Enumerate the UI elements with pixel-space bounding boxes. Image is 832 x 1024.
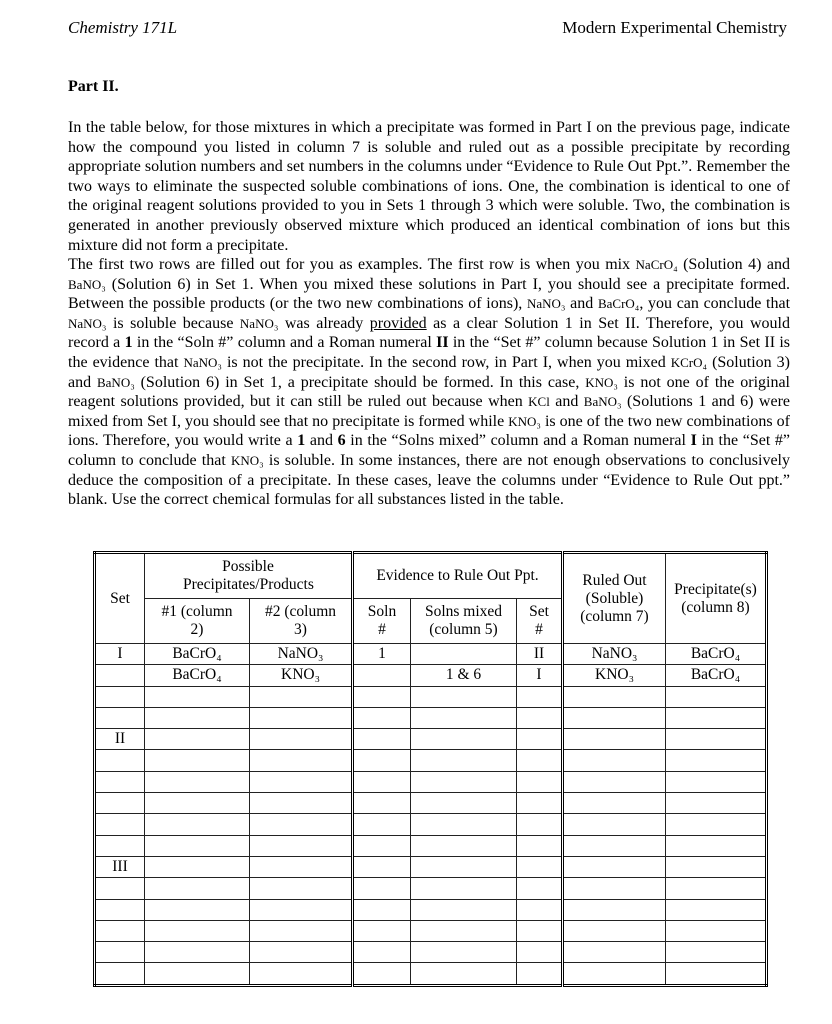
header-possible-products (145, 553, 353, 599)
cell-product-1[interactable] (145, 920, 250, 941)
chemical-formula: NaNO₃ (239, 315, 279, 331)
cell-set-number[interactable] (517, 707, 563, 728)
cell-ruled-out[interactable] (563, 729, 666, 750)
paragraph-text: is soluble because (106, 314, 240, 332)
cell-soln-number[interactable] (353, 750, 411, 771)
cell-set[interactable] (95, 920, 145, 941)
cell-product-2[interactable] (250, 835, 353, 856)
cell-solns-mixed[interactable] (411, 707, 517, 728)
paragraph-text: (Solution 4) and (677, 256, 790, 273)
cell-solns-mixed[interactable] (411, 942, 517, 963)
paragraph-text: 1 (124, 334, 133, 352)
cell-precipitate[interactable]: BaCrO₄ (666, 644, 767, 665)
cell-set-number[interactable] (517, 729, 563, 750)
paragraph-text: and (565, 295, 598, 313)
cell-product-2[interactable] (250, 771, 353, 792)
cell-product-1[interactable] (145, 942, 250, 963)
cell-ruled-out[interactable] (563, 686, 666, 707)
paragraph-text: was already (278, 314, 370, 332)
cell-precipitate[interactable] (666, 750, 767, 771)
cell-set-number[interactable] (517, 835, 563, 856)
table-row (95, 665, 767, 686)
chemical-formula: NaNO₃ (527, 296, 566, 312)
cell-ruled-out[interactable] (563, 750, 666, 771)
table-row (95, 942, 767, 963)
cell-soln-number[interactable] (353, 793, 411, 814)
cell-soln-number[interactable] (353, 707, 411, 728)
header-ruled-out (563, 553, 666, 644)
cell-solns-mixed[interactable] (411, 750, 517, 771)
paragraph-text: is soluble. In some instances, there are not enough observations to conclusively deduce the composition of a precipitate. In these cases, leave the columns under “Evidence to Rule Out ppt.” blank. Use the correct chemical formulas for all substances listed in the table. (68, 451, 790, 509)
cell-ruled-out[interactable] (563, 771, 666, 792)
header-product-2-label: #2 (column 3) (264, 603, 337, 638)
cell-ruled-out[interactable] (563, 707, 666, 728)
cell-product-1[interactable] (145, 686, 250, 707)
cell-set[interactable] (95, 771, 145, 792)
cell-solns-mixed[interactable] (411, 856, 517, 877)
cell-product-2[interactable] (250, 878, 353, 899)
instructions-paragraph-2 (68, 255, 790, 510)
cell-soln-number[interactable] (353, 878, 411, 899)
cell-product-2[interactable] (250, 814, 353, 835)
header-soln-label: Soln # (367, 603, 397, 638)
cell-set[interactable]: III (95, 856, 145, 877)
cell-set-number[interactable]: I (517, 665, 563, 686)
cell-solns-mixed[interactable] (411, 771, 517, 792)
chemical-formula: BaCrO₄ (597, 296, 640, 312)
cell-precipitate[interactable] (666, 942, 767, 963)
chemical-formula: KNO₃ (585, 374, 618, 390)
cell-product-1[interactable] (145, 793, 250, 814)
course-title: Chemistry 171L (68, 18, 178, 37)
cell-soln-number[interactable] (353, 835, 411, 856)
cell-set-number[interactable] (517, 793, 563, 814)
cell-product-1[interactable]: BaCrO₄ (145, 665, 250, 686)
table-row (95, 771, 767, 792)
cell-soln-number[interactable] (353, 920, 411, 941)
subject-title: Modern Experimental Chemistry (562, 18, 787, 37)
cell-soln-number[interactable] (353, 899, 411, 920)
cell-set-number[interactable]: II (517, 644, 563, 665)
paragraph-text: , you can conclude that (639, 295, 791, 313)
cell-soln-number[interactable] (353, 665, 411, 686)
paragraph-text: in the “Solns mixed” column and a Roman numeral (345, 432, 691, 450)
chemical-formula: KCrO₄ (670, 354, 708, 370)
cell-precipitate[interactable] (666, 878, 767, 899)
results-table (93, 551, 768, 987)
cell-set[interactable] (95, 963, 145, 985)
cell-soln-number[interactable] (353, 729, 411, 750)
cell-set[interactable] (95, 814, 145, 835)
cell-set[interactable]: I (95, 644, 145, 665)
cell-set[interactable] (95, 707, 145, 728)
cell-product-2[interactable] (250, 963, 353, 985)
cell-solns-mixed[interactable] (411, 835, 517, 856)
cell-ruled-out[interactable] (563, 899, 666, 920)
cell-set[interactable] (95, 793, 145, 814)
header-evidence: Evidence to Rule Out Ppt. (353, 553, 563, 599)
header-ruled-out-label: Ruled Out (Soluble) (column 7) (580, 571, 649, 625)
table-row (95, 686, 767, 707)
cell-soln-number[interactable] (353, 963, 411, 985)
table-row (95, 729, 767, 750)
cell-set-number[interactable] (517, 878, 563, 899)
paragraph-text: provided (369, 314, 427, 332)
cell-precipitate[interactable] (666, 963, 767, 985)
cell-product-2[interactable] (250, 707, 353, 728)
cell-solns-mixed[interactable] (411, 793, 517, 814)
header-set: Set (95, 553, 145, 644)
cell-product-1[interactable] (145, 963, 250, 985)
cell-product-1[interactable] (145, 771, 250, 792)
chemical-formula: KNO₃ (508, 413, 541, 429)
paragraph-text: in the “Set #” column to conclude that (68, 432, 791, 469)
cell-set[interactable] (95, 835, 145, 856)
cell-precipitate[interactable] (666, 729, 767, 750)
cell-product-1[interactable] (145, 707, 250, 728)
cell-set-number[interactable] (517, 942, 563, 963)
paragraph-text: 6 (337, 432, 346, 450)
chemical-formula: NaCrO₄ (635, 257, 678, 272)
cell-set[interactable] (95, 942, 145, 963)
cell-solns-mixed[interactable] (411, 899, 517, 920)
cell-product-1[interactable] (145, 835, 250, 856)
cell-product-2[interactable] (250, 686, 353, 707)
cell-ruled-out[interactable]: NaNO₃ (563, 644, 666, 665)
cell-precipitate[interactable] (666, 707, 767, 728)
cell-soln-number[interactable] (353, 686, 411, 707)
cell-ruled-out[interactable] (563, 878, 666, 899)
cell-product-1[interactable]: BaCrO₄ (145, 644, 250, 665)
chemical-formula: NaNO₃ (68, 315, 107, 331)
chemical-formula: BaNO₃ (583, 394, 622, 410)
cell-set[interactable] (95, 686, 145, 707)
paragraph-text: (Solution 3) and (68, 353, 790, 391)
cell-product-1[interactable] (145, 878, 250, 899)
header-soln (353, 599, 411, 644)
cell-product-2[interactable]: KNO₃ (250, 665, 353, 686)
cell-precipitate[interactable] (666, 899, 767, 920)
cell-product-2[interactable] (250, 793, 353, 814)
paragraph-text: 1 (297, 432, 306, 450)
cell-set[interactable] (95, 899, 145, 920)
cell-product-1[interactable] (145, 856, 250, 877)
table-row (95, 750, 767, 771)
cell-ruled-out[interactable] (563, 835, 666, 856)
cell-precipitate[interactable]: BaCrO₄ (666, 665, 767, 686)
cell-product-1[interactable] (145, 814, 250, 835)
cell-set[interactable]: II (95, 729, 145, 750)
header-set-number (517, 599, 563, 644)
cell-solns-mixed[interactable]: 1 & 6 (411, 665, 517, 686)
part-title: Part II. (68, 78, 119, 95)
chemical-formula: NaNO₃ (183, 354, 222, 370)
cell-solns-mixed[interactable] (411, 814, 517, 835)
cell-precipitate[interactable] (666, 814, 767, 835)
cell-set-number[interactable] (517, 750, 563, 771)
paragraph-text: II (436, 334, 449, 352)
paragraph-text: and (305, 432, 338, 450)
cell-solns-mixed[interactable] (411, 686, 517, 707)
cell-set-number[interactable] (517, 856, 563, 877)
cell-product-1[interactable] (145, 750, 250, 771)
table-row (95, 793, 767, 814)
table-row (95, 963, 767, 985)
cell-solns-mixed[interactable] (411, 878, 517, 899)
header-possible-label: Possible Precipitates/Products (183, 558, 314, 593)
header-product-1 (145, 599, 250, 644)
cell-product-2[interactable] (250, 729, 353, 750)
cell-set-number[interactable] (517, 686, 563, 707)
paragraph-text: in the “Set #” column because Solution 1 in Set II is the evidence that (68, 334, 791, 371)
cell-soln-number[interactable] (353, 942, 411, 963)
cell-solns-mixed[interactable] (411, 729, 517, 750)
cell-ruled-out[interactable]: KNO₃ (563, 665, 666, 686)
cell-product-2[interactable]: NaNO₃ (250, 644, 353, 665)
cell-product-2[interactable] (250, 920, 353, 941)
cell-soln-number[interactable] (353, 814, 411, 835)
cell-set[interactable] (95, 665, 145, 686)
cell-set-number[interactable] (517, 899, 563, 920)
cell-precipitate[interactable] (666, 793, 767, 814)
header-solns-mixed (411, 599, 517, 644)
cell-precipitate[interactable] (666, 856, 767, 877)
table-row (95, 920, 767, 941)
cell-ruled-out[interactable] (563, 793, 666, 814)
cell-precipitate[interactable] (666, 686, 767, 707)
paragraph-text: is not the precipitate. In the second row, in Part I, when you mixed (221, 353, 671, 371)
header-solns-mixed-label: Solns mixed (column 5) (424, 603, 503, 638)
cell-set[interactable] (95, 878, 145, 899)
table-row (95, 707, 767, 728)
cell-solns-mixed[interactable] (411, 963, 517, 985)
cell-product-1[interactable] (145, 729, 250, 750)
paragraph-text: I (690, 432, 697, 450)
header-precipitate (666, 553, 767, 644)
table-row (95, 878, 767, 899)
paragraph-text: is not one of the original reagent solutions provided, but it can still be ruled out because when (68, 373, 791, 411)
cell-set-number[interactable] (517, 920, 563, 941)
cell-soln-number[interactable]: 1 (353, 644, 411, 665)
header-set-number-label: Set # (529, 603, 549, 638)
cell-set-number[interactable] (517, 963, 563, 985)
paragraph-text: The first two rows are filled out for you as examples. The first row is when you mix (68, 256, 636, 273)
chemical-formula: KNO₃ (230, 452, 264, 468)
table-row (95, 899, 767, 920)
cell-solns-mixed[interactable] (411, 920, 517, 941)
cell-soln-number[interactable] (353, 771, 411, 792)
cell-set-number[interactable] (517, 814, 563, 835)
paragraph-text: and (549, 393, 584, 411)
paragraph-text: (Solution 6) in Set 1. When you mixed these solutions in Part I, you should see a precipitate formed. Between the possible products (or the two new combinations of ions), (68, 275, 790, 313)
table-row (95, 814, 767, 835)
chemical-formula: BaNO₃ (68, 276, 106, 292)
cell-precipitate[interactable] (666, 920, 767, 941)
paragraph-text: (Solutions 1 and 6) were mixed from Set I, you should see that no precipitate is formed while (68, 393, 790, 430)
header-product-1-label: #1 (column 2) (161, 603, 233, 638)
instructions-paragraph-1: In the table below, for those mixtures in which a precipitate was formed in Part I on the previous page, indicate how the compound you listed in column 7 is soluble and ruled out as a possible precipitate by recording appropriate solution numbers and set numbers in the columns under “Evidence to Rule Out Ppt.”. Remember the two ways to eliminate the suspected soluble combinations of ions. One, the combination is identical to one of the original reagent solutions provided to you in Sets 1 through 3 which were soluble. Two, the combination is generated in another previously observed mixture which produced an identical combination of ions but this mixture did not form a precipitate. (68, 119, 790, 254)
paragraph-text: is one of the two new combinations of ions. Therefore, you would write a (68, 412, 791, 450)
cell-ruled-out[interactable] (563, 920, 666, 941)
cell-set[interactable] (95, 750, 145, 771)
cell-product-1[interactable] (145, 899, 250, 920)
header-precipitate-label: Precipitate(s) (column 8) (674, 580, 757, 616)
cell-ruled-out[interactable] (563, 856, 666, 877)
paragraph-text: as a clear Solution 1 in Set II. Therefore, you would record a (68, 314, 791, 352)
table-row (95, 856, 767, 877)
chemical-formula: KCl (528, 394, 550, 410)
chemical-formula: BaNO₃ (96, 374, 135, 390)
paragraph-text: in the “Soln #” column and a Roman numeral (132, 334, 437, 352)
cell-set-number[interactable] (517, 771, 563, 792)
cell-precipitate[interactable] (666, 771, 767, 792)
header-product-2 (250, 599, 353, 644)
cell-solns-mixed[interactable] (411, 644, 517, 665)
cell-ruled-out[interactable] (563, 942, 666, 963)
table-row (95, 835, 767, 856)
cell-product-2[interactable] (250, 942, 353, 963)
cell-ruled-out[interactable] (563, 963, 666, 985)
cell-product-2[interactable] (250, 750, 353, 771)
table-row (95, 644, 767, 665)
cell-ruled-out[interactable] (563, 814, 666, 835)
cell-precipitate[interactable] (666, 835, 767, 856)
cell-product-2[interactable] (250, 899, 353, 920)
cell-product-2[interactable] (250, 856, 353, 877)
cell-soln-number[interactable] (353, 856, 411, 877)
paragraph-text: (Solution 6) in Set 1, a precipitate should be formed. In this case, (134, 373, 586, 391)
